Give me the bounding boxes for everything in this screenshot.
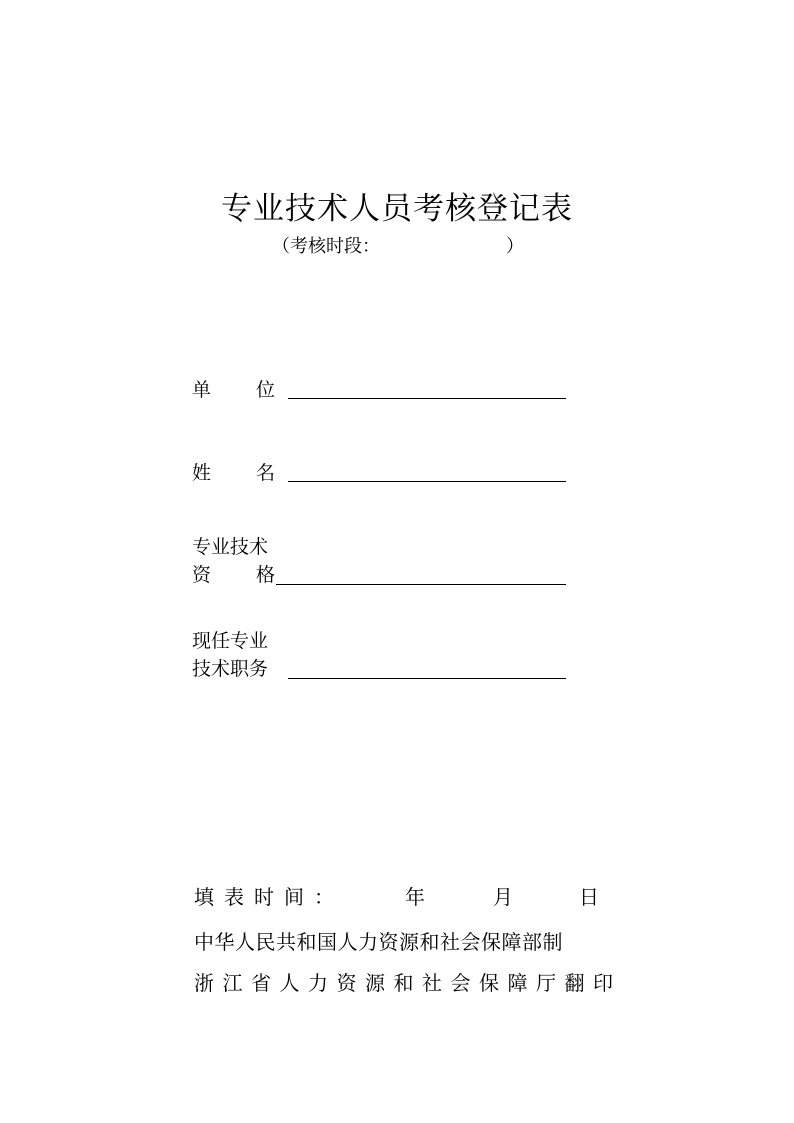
unit-label-char-1: 单 xyxy=(192,379,212,401)
qualification-label-char-2: 格 xyxy=(256,564,276,586)
fill-date-month: 月 xyxy=(493,885,513,909)
qualification-label-line1: 专业技术 xyxy=(192,536,269,558)
position-input-line[interactable] xyxy=(288,678,566,679)
fill-date-label-text: 填表时间： xyxy=(194,885,344,909)
assessment-period-label: （考核时段： xyxy=(272,236,380,257)
name-input-line[interactable] xyxy=(288,481,566,482)
qualification-label-char-1: 资 xyxy=(192,564,212,586)
name-label-char-2: 名 xyxy=(256,462,276,484)
assessment-period-close: ） xyxy=(506,236,524,257)
issuer-text: 中华人民共和国人力资源和社会保障部制 xyxy=(194,930,563,954)
position-label-line1: 现任专业 xyxy=(192,630,269,652)
fill-date-label xyxy=(194,881,344,910)
reprinter-text: 浙江省人力资源和社会保障厅翻印 xyxy=(194,971,622,995)
name-label-char-1: 姓 xyxy=(192,462,212,484)
fill-date-year: 年 xyxy=(405,885,425,909)
qualification-input-line[interactable] xyxy=(276,584,566,585)
fill-date-day: 日 xyxy=(579,885,599,909)
unit-label-char-2: 位 xyxy=(256,379,276,401)
unit-input-line[interactable] xyxy=(288,398,566,399)
position-label-line2: 技术职务 xyxy=(192,658,269,680)
document-title: 专业技术人员考核登记表 xyxy=(221,191,573,227)
